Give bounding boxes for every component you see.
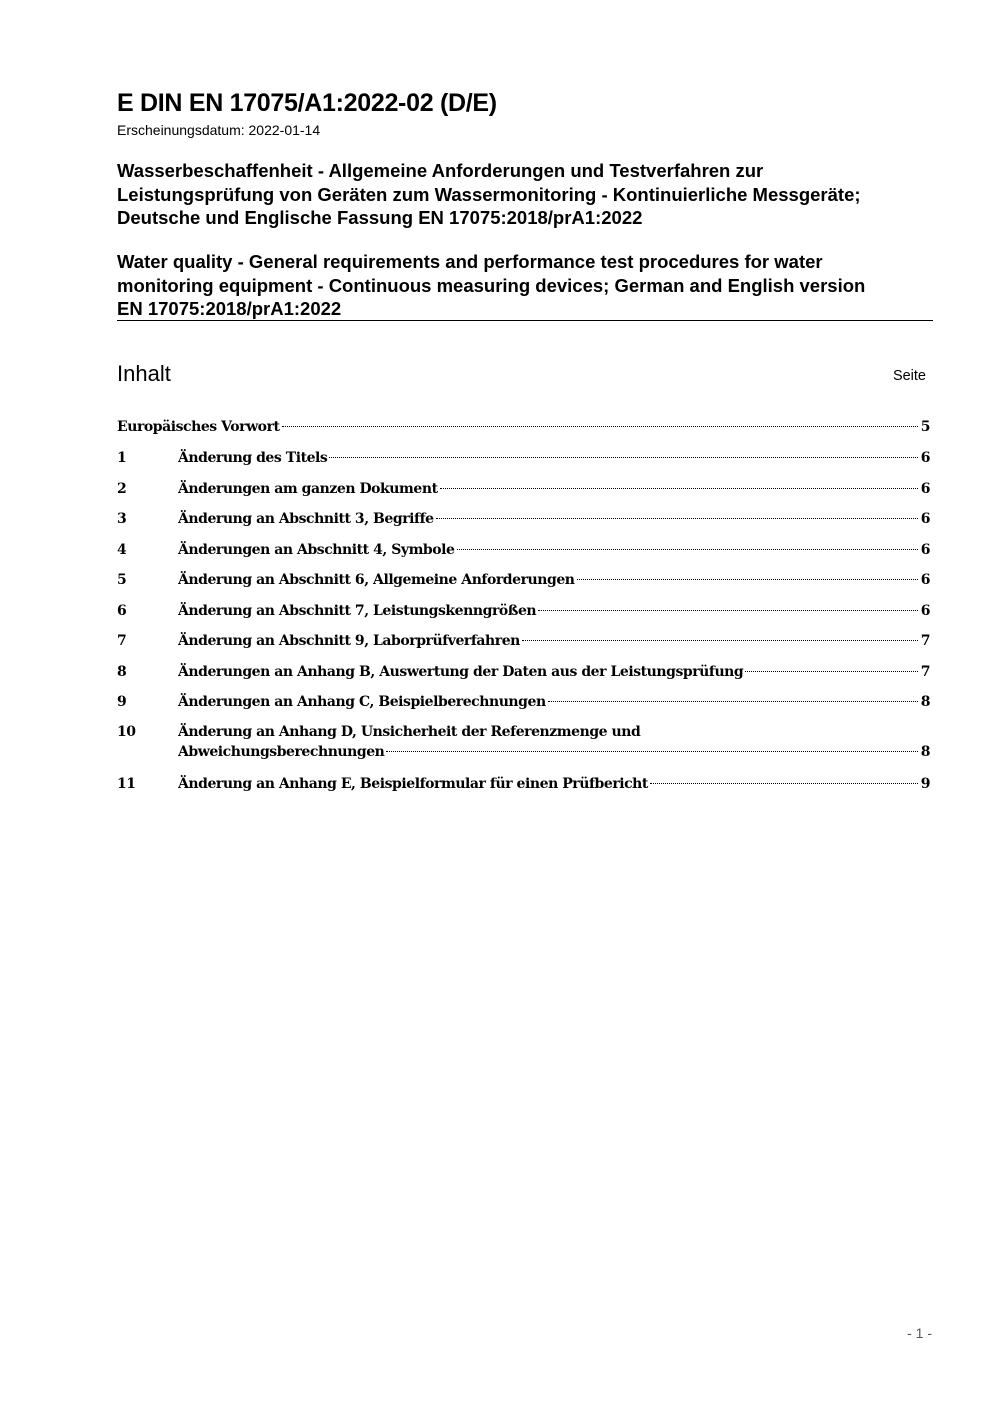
toc-dot-leader bbox=[457, 549, 919, 550]
title-english-line: monitoring equipment - Continuous measuring devices; German and English version bbox=[117, 274, 866, 296]
toc-entry-number: 11 bbox=[117, 776, 136, 792]
toc-entry-page: 6 bbox=[920, 481, 930, 497]
title-divider bbox=[117, 320, 933, 321]
toc-entry-title: Änderung des Titels bbox=[178, 450, 328, 466]
toc-entry[interactable] bbox=[117, 448, 930, 468]
title-english bbox=[117, 250, 947, 321]
toc-heading: Inhalt bbox=[117, 361, 171, 386]
toc-entry-page: 8 bbox=[920, 744, 930, 760]
title-german-line: Deutsche und Englische Fassung EN 17075:2018/prA1:2022 bbox=[117, 207, 643, 228]
toc-entry-title: Änderung an Abschnitt 9, Laborprüfverfahren bbox=[178, 633, 520, 649]
toc-entry-page: 9 bbox=[920, 776, 930, 792]
toc-entry[interactable] bbox=[117, 774, 930, 794]
toc-dot-leader bbox=[329, 457, 918, 458]
toc-page-column-label: Seite bbox=[892, 368, 926, 384]
toc-entry-title: Änderung an Anhang D, Unsicherheit der Referenzmenge und bbox=[178, 724, 641, 740]
toc-dot-leader bbox=[548, 701, 918, 702]
toc-dot-leader bbox=[650, 783, 918, 784]
toc-entry[interactable] bbox=[117, 570, 930, 590]
toc-entry-title: Änderung an Abschnitt 7, Leistungskenngrößen bbox=[178, 603, 537, 619]
toc-entry-title: Änderungen an Anhang B, Auswertung der Daten aus der Leistungsprüfung bbox=[178, 664, 744, 680]
toc-entry-page: 6 bbox=[920, 542, 930, 558]
toc-entry-title: Europäisches Vorwort bbox=[117, 419, 280, 435]
toc-entry-title: Änderung an Abschnitt 6, Allgemeine Anforderungen bbox=[178, 572, 575, 588]
toc-entry-number: 9 bbox=[117, 694, 127, 710]
toc-entry-number: 7 bbox=[117, 633, 127, 649]
toc-entry-number: 6 bbox=[117, 603, 127, 619]
page-number: - 1 - bbox=[907, 1325, 932, 1341]
toc-entry[interactable] bbox=[117, 692, 930, 712]
toc-dot-leader bbox=[440, 488, 918, 489]
toc-entry-number: 10 bbox=[117, 724, 136, 740]
title-english-line: Water quality - General requirements and performance test procedures for water bbox=[117, 251, 823, 272]
title-english-line: EN 17075:2018/prA1:2022 bbox=[117, 298, 342, 319]
toc-entry-page: 7 bbox=[920, 664, 930, 680]
toc-entry[interactable] bbox=[117, 662, 930, 682]
toc-entry[interactable] bbox=[117, 540, 930, 560]
toc-dot-leader bbox=[538, 610, 918, 611]
toc-entry-page: 6 bbox=[920, 511, 930, 527]
toc-entry-title: Änderungen an Abschnitt 4, Symbole bbox=[178, 542, 455, 558]
toc-entry-page: 6 bbox=[920, 572, 930, 588]
toc-dot-leader bbox=[522, 640, 918, 641]
toc-dot-leader bbox=[282, 426, 918, 427]
toc-entry-title: Änderung an Abschnitt 3, Begriffe bbox=[178, 511, 434, 527]
toc-entry-page: 6 bbox=[920, 450, 930, 466]
toc-entry[interactable] bbox=[117, 631, 930, 651]
toc-dot-leader bbox=[577, 579, 918, 580]
toc-entry-number: 1 bbox=[117, 450, 127, 466]
toc-entry-page: 7 bbox=[920, 633, 930, 649]
toc-entry-page: 5 bbox=[920, 419, 930, 435]
toc-entry-page: 6 bbox=[920, 603, 930, 619]
toc-entry-number: 2 bbox=[117, 481, 127, 497]
toc-dot-leader bbox=[436, 518, 918, 519]
document-id: E DIN EN 17075/A1:2022-02 (D/E) bbox=[117, 89, 497, 117]
toc-entry-title: Änderung an Anhang E, Beispielformular für einen Prüfbericht bbox=[178, 776, 648, 792]
toc-entry-number: 8 bbox=[117, 664, 127, 680]
toc-entry[interactable] bbox=[117, 417, 930, 437]
toc-entry-title-continued: Abweichungsberechnungen bbox=[178, 744, 385, 760]
toc-entry[interactable] bbox=[117, 722, 930, 762]
toc-entry-number: 3 bbox=[117, 511, 127, 527]
toc-entry[interactable] bbox=[117, 509, 930, 529]
toc-entry[interactable] bbox=[117, 601, 930, 621]
toc-entry-title: Änderungen an Anhang C, Beispielberechnungen bbox=[178, 694, 546, 710]
toc-entry[interactable] bbox=[117, 479, 930, 499]
toc-entry-page: 8 bbox=[920, 694, 930, 710]
title-german bbox=[117, 159, 947, 230]
toc-dot-leader bbox=[386, 751, 918, 752]
toc-dot-leader bbox=[745, 671, 918, 672]
title-german-line: Wasserbeschaffenheit - Allgemeine Anforderungen und Testverfahren zur bbox=[117, 160, 764, 181]
toc-entry-number: 5 bbox=[117, 572, 127, 588]
toc-entry-title: Änderungen am ganzen Dokument bbox=[178, 481, 438, 497]
publication-date: Erscheinungsdatum: 2022-01-14 bbox=[117, 122, 321, 138]
toc-entry-number: 4 bbox=[117, 542, 127, 558]
title-german-line: Leistungsprüfung von Geräten zum Wassermonitoring - Kontinuierliche Messgeräte; bbox=[117, 183, 861, 205]
